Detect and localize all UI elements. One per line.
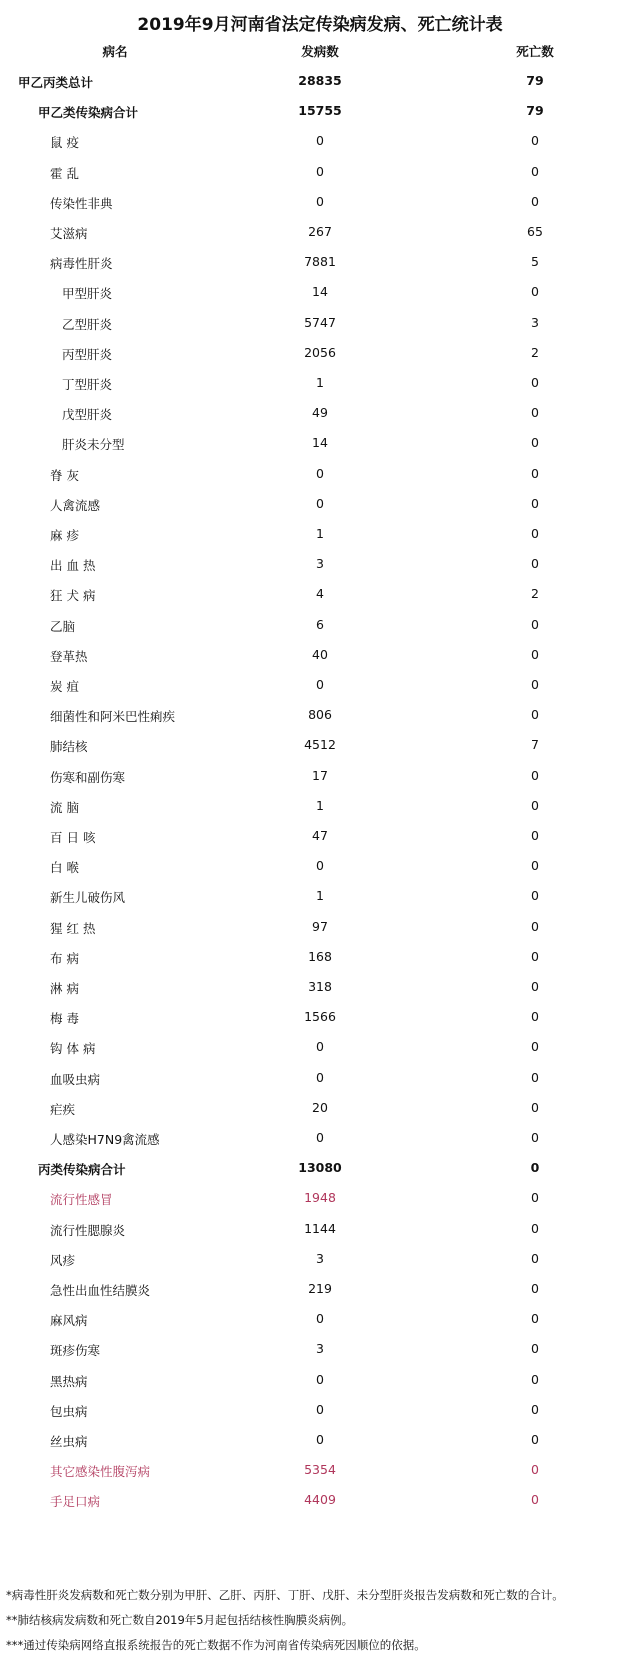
case-count: 4512: [304, 737, 336, 753]
table-row: [0, 880, 640, 911]
table-header: [0, 34, 640, 65]
table-row: [0, 760, 640, 791]
table-row: [0, 186, 640, 217]
table-row: [0, 1092, 640, 1123]
disease-name: 黑热病: [50, 1373, 88, 1389]
table-row: [0, 911, 640, 942]
disease-name: 肺结核: [50, 739, 88, 755]
table-row: [0, 1394, 640, 1425]
case-count: 0: [316, 858, 324, 874]
death-count: 0: [531, 918, 539, 934]
footnotes: [6, 1583, 636, 1658]
case-count: 4: [316, 586, 324, 602]
case-count: 267: [308, 224, 332, 239]
table-row: [0, 95, 640, 126]
case-count: 4409: [304, 1492, 336, 1508]
table-row: [0, 1424, 640, 1455]
table-row: [0, 820, 640, 851]
death-count: 0: [531, 526, 539, 541]
death-count: 7: [531, 737, 539, 753]
death-count: 79: [526, 73, 544, 88]
disease-name: 丙类传染病合计: [38, 1162, 126, 1178]
case-count: 0: [316, 677, 324, 692]
case-count: 13080: [298, 1160, 342, 1176]
case-count: 40: [312, 646, 328, 662]
table-row: [0, 1333, 640, 1364]
case-count: 14: [312, 435, 328, 451]
disease-name: 人禽流感: [50, 497, 101, 513]
case-count: 14: [312, 284, 328, 300]
death-count: 0: [531, 767, 539, 783]
table-row: [0, 1213, 640, 1244]
table-row: [0, 971, 640, 1002]
case-count: 0: [316, 465, 324, 481]
table-row: [0, 1062, 640, 1093]
table-row: [0, 488, 640, 519]
death-count: 0: [531, 1009, 539, 1025]
case-count: 3: [316, 556, 324, 572]
disease-name: 白 喉: [50, 860, 79, 876]
disease-name: 包虫病: [50, 1403, 88, 1419]
disease-name: 细菌性和阿米巴性痢疾: [50, 709, 176, 725]
death-count: 0: [531, 858, 539, 874]
death-count: 0: [531, 465, 539, 481]
disease-name: 霍 乱: [50, 165, 79, 181]
death-count: 0: [531, 1069, 539, 1085]
death-count: 0: [531, 556, 539, 572]
disease-name: 狂 犬 病: [50, 588, 96, 604]
case-count: 0: [316, 1311, 324, 1327]
table-row: [0, 1182, 640, 1213]
table-row: [0, 367, 640, 398]
disease-name: 急性出血性结膜炎: [50, 1283, 151, 1298]
table-row: [0, 1122, 640, 1153]
disease-name: 流 脑: [50, 799, 79, 815]
disease-name: 钩 体 病: [50, 1041, 96, 1057]
table-row: [0, 276, 640, 307]
death-count: 0: [531, 495, 539, 511]
death-count: 0: [531, 1462, 539, 1478]
disease-name: 人感染H7N9禽流感: [50, 1132, 160, 1147]
death-count: 3: [531, 314, 539, 330]
death-count: 0: [531, 1401, 539, 1417]
disease-name: 其它感染性腹泻病: [50, 1464, 151, 1480]
case-count: 1: [316, 526, 324, 541]
disease-name: 传染性非典: [50, 195, 113, 211]
death-count: 79: [526, 103, 544, 119]
disease-name: 麻 疹: [50, 528, 79, 543]
disease-name: 丙型肝炎: [62, 346, 113, 362]
disease-name: 布 病: [50, 950, 79, 966]
case-count: 0: [316, 495, 324, 511]
death-count: 0: [531, 948, 539, 964]
death-count: 0: [531, 1039, 539, 1055]
disease-name: 甲乙类传染病合计: [38, 105, 139, 121]
death-count: 0: [531, 677, 539, 692]
disease-name: 淋 病: [50, 981, 79, 996]
case-count: 47: [312, 828, 328, 843]
disease-name: 新生儿破伤风: [50, 890, 126, 906]
table-row: [0, 941, 640, 972]
disease-name: 麻风病: [50, 1313, 88, 1329]
case-count: 3: [316, 1250, 324, 1266]
case-count: 28835: [298, 73, 342, 88]
table-row: [0, 458, 640, 489]
disease-name: 斑疹伤寒: [50, 1343, 101, 1359]
footnote-2: **肺结核病发病数和死亡数自2019年5月起包括结核性胸膜炎病例。: [6, 1613, 354, 1627]
death-count: 0: [531, 1281, 539, 1296]
disease-name: 炭 疽: [50, 679, 79, 694]
disease-name: 血吸虫病: [50, 1071, 101, 1087]
header-name: 病名: [102, 44, 128, 59]
case-count: 806: [308, 707, 332, 723]
disease-name: 艾滋病: [50, 226, 88, 241]
disease-name: 鼠 疫: [50, 135, 79, 151]
death-count: 0: [531, 1432, 539, 1447]
case-count: 219: [308, 1281, 332, 1296]
death-count: 0: [531, 828, 539, 843]
case-count: 0: [316, 1039, 324, 1055]
case-count: 1: [316, 375, 324, 390]
table-row: [0, 1152, 640, 1183]
death-count: 0: [531, 1250, 539, 1266]
case-count: 1: [316, 888, 324, 904]
disease-name: 丁型肝炎: [62, 377, 113, 392]
case-count: 1566: [304, 1009, 336, 1025]
disease-name: 肝炎未分型: [62, 437, 125, 453]
death-count: 0: [531, 1311, 539, 1327]
case-count: 5747: [304, 314, 336, 330]
case-count: 20: [312, 1099, 328, 1115]
death-count: 0: [531, 707, 539, 723]
table-row: [0, 1364, 640, 1395]
table-row: [0, 609, 640, 640]
table-row: [0, 790, 640, 821]
disease-name: 百 日 咳: [50, 830, 96, 845]
table-row: [0, 246, 640, 277]
death-count: 2: [531, 586, 539, 602]
table-title: 2019年9月河南省法定传染病发病、死亡统计表: [137, 15, 503, 35]
disease-name: 风疹: [50, 1252, 76, 1268]
table-row: [0, 1454, 640, 1485]
table-row: [0, 337, 640, 368]
case-count: 0: [316, 1432, 324, 1447]
table-row: [0, 518, 640, 549]
case-count: 1948: [304, 1190, 336, 1206]
case-count: 0: [316, 193, 324, 209]
header-deaths: 死亡数: [516, 44, 554, 59]
disease-name: 手足口病: [50, 1494, 101, 1510]
disease-name: 乙型肝炎: [62, 316, 113, 332]
table-row: [0, 427, 640, 458]
death-count: 0: [531, 797, 539, 813]
table-row: [0, 1484, 640, 1515]
case-count: 17: [312, 767, 328, 783]
table-row: [0, 578, 640, 609]
death-count: 0: [531, 646, 539, 662]
case-count: 0: [316, 163, 324, 179]
disease-name: 登革热: [50, 648, 88, 664]
case-count: 0: [316, 133, 324, 149]
case-count: 2056: [304, 344, 336, 360]
case-count: 318: [308, 979, 332, 994]
table-row: [0, 307, 640, 338]
case-count: 7881: [304, 254, 336, 270]
death-count: 2: [531, 344, 539, 360]
death-count: 0: [531, 888, 539, 904]
table-row: [0, 639, 640, 670]
death-count: 0: [531, 163, 539, 179]
case-count: 168: [308, 948, 332, 964]
table-row: [0, 850, 640, 881]
disease-name: 丝虫病: [50, 1434, 88, 1449]
table-row: [0, 548, 640, 579]
disease-name: 猩 红 热: [50, 920, 96, 936]
table-row: [0, 1243, 640, 1274]
disease-name: 戊型肝炎: [62, 407, 113, 423]
footnote-3: ***通过传染病网络直报系统报告的死亡数据不作为河南省传染病死因顺位的依据。: [6, 1638, 426, 1652]
case-count: 3: [316, 1341, 324, 1357]
death-count: 0: [531, 1341, 539, 1357]
death-count: 0: [530, 1160, 540, 1176]
case-count: 15755: [298, 103, 342, 119]
disease-name: 流行性感冒: [50, 1192, 113, 1208]
case-count: 0: [316, 1371, 324, 1387]
disease-name: 脊 灰: [50, 467, 79, 483]
disease-name: 甲乙丙类总计: [18, 75, 94, 90]
table-row: [0, 397, 640, 428]
footnote-1: *病毒性肝炎发病数和死亡数分别为甲肝、乙肝、丙肝、丁肝、戊肝、未分型肝炎报告发病数和死亡数的合计。: [6, 1588, 564, 1602]
case-count: 49: [312, 405, 328, 421]
disease-name: 出 血 热: [50, 558, 96, 574]
disease-name: 流行性腮腺炎: [50, 1222, 126, 1238]
death-count: 0: [531, 284, 539, 300]
table-row: [0, 216, 640, 247]
death-count: 0: [531, 979, 539, 994]
death-count: 0: [531, 1220, 539, 1236]
disease-name: 伤寒和副伤寒: [50, 769, 126, 785]
table-row: [0, 699, 640, 730]
case-count: 6: [316, 616, 324, 632]
death-count: 0: [531, 375, 539, 390]
case-count: 5354: [304, 1462, 336, 1478]
table-row: [0, 125, 640, 156]
disease-name: 病毒性肝炎: [50, 256, 113, 272]
table-row: [0, 1001, 640, 1032]
disease-name: 疟疾: [50, 1101, 76, 1117]
disease-name: 甲型肝炎: [62, 286, 113, 302]
case-count: 0: [316, 1069, 324, 1085]
death-count: 0: [531, 1099, 539, 1115]
death-count: 65: [527, 224, 543, 239]
case-count: 0: [316, 1130, 324, 1145]
case-count: 97: [312, 918, 328, 934]
table-row: [0, 1031, 640, 1062]
disease-name: 乙脑: [50, 618, 76, 634]
death-count: 5: [531, 254, 539, 270]
case-count: 1144: [304, 1220, 336, 1236]
case-count: 0: [316, 1401, 324, 1417]
table-row: [0, 156, 640, 187]
death-count: 0: [531, 405, 539, 421]
death-count: 0: [531, 1492, 539, 1508]
table-row: [0, 729, 640, 760]
death-count: 0: [531, 193, 539, 209]
table-row: [0, 1303, 640, 1334]
header-cases: 发病数: [301, 44, 339, 59]
table-row: [0, 65, 640, 96]
table-row: [0, 1273, 640, 1304]
death-count: 0: [531, 1190, 539, 1206]
death-count: 0: [531, 435, 539, 451]
death-count: 0: [531, 616, 539, 632]
death-count: 0: [531, 1371, 539, 1387]
table-row: [0, 669, 640, 700]
death-count: 0: [531, 1130, 539, 1145]
death-count: 0: [531, 133, 539, 149]
disease-name: 梅 毒: [50, 1011, 79, 1027]
case-count: 1: [316, 797, 324, 813]
